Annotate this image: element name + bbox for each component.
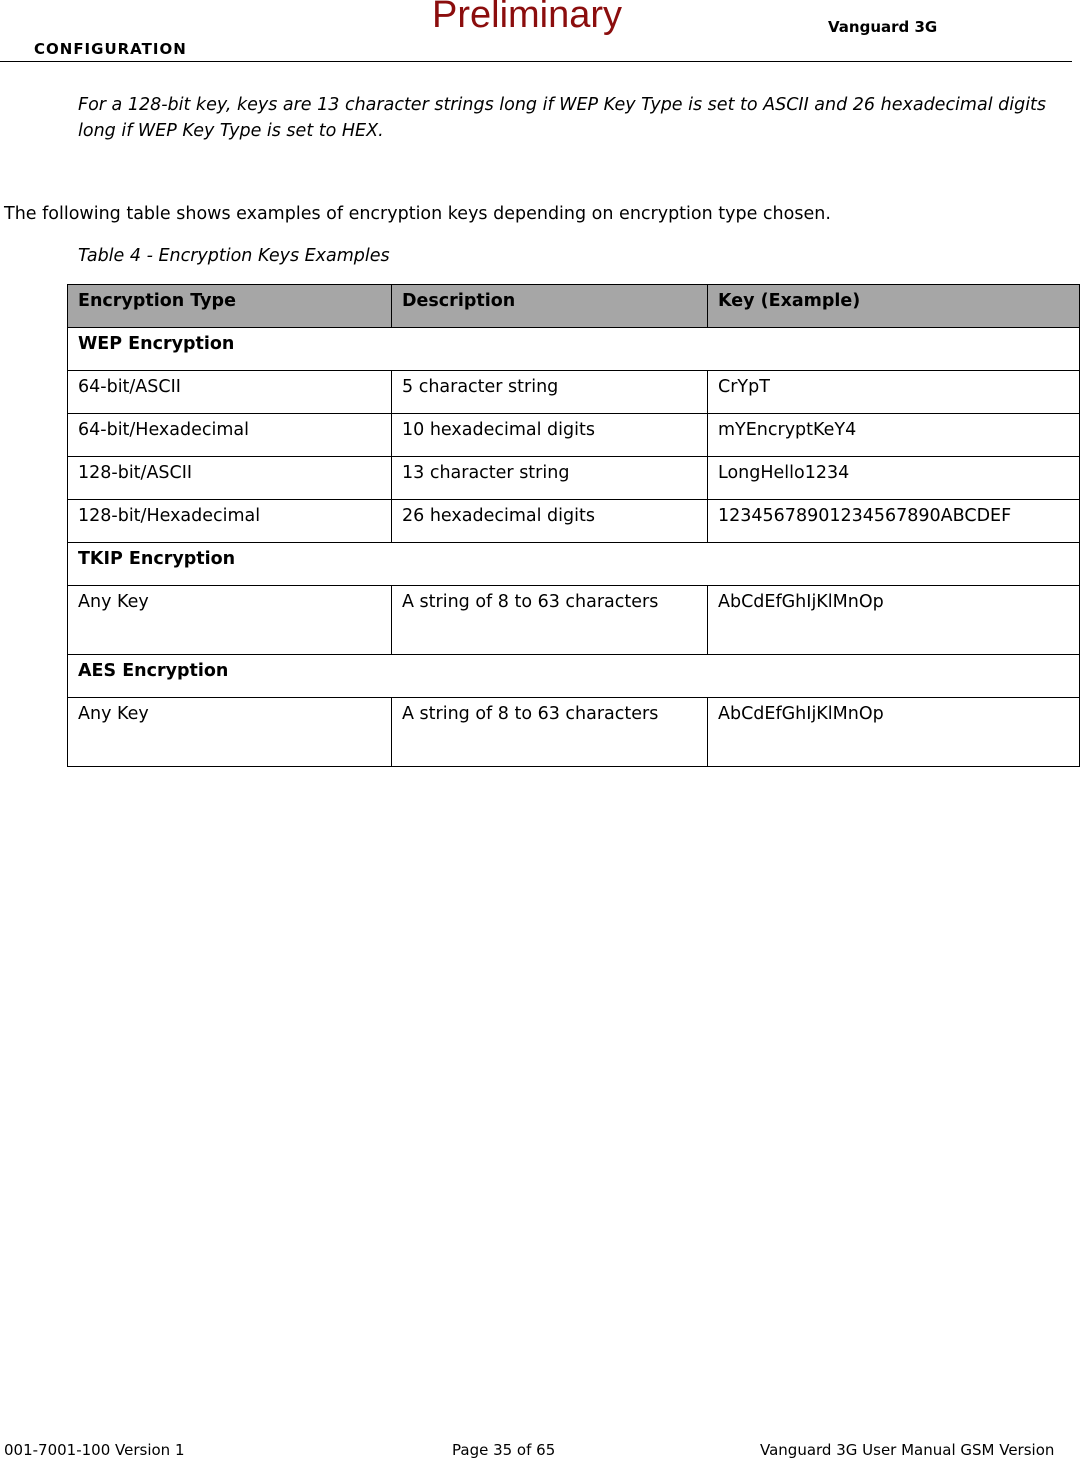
description-cell: 26 hexadecimal digits xyxy=(392,500,708,543)
key-example-cell: CrYpT xyxy=(708,371,1080,414)
section-row-aes xyxy=(68,655,1080,698)
key-example-cell: LongHello1234 xyxy=(708,457,1080,500)
header-product-name: Vanguard 3G xyxy=(828,18,938,36)
description-cell: 10 hexadecimal digits xyxy=(392,414,708,457)
table-row xyxy=(68,414,1080,457)
column-header-description: Description xyxy=(392,285,708,328)
header-section-title: CONFIGURATION xyxy=(34,40,187,58)
section-row-wep xyxy=(68,328,1080,371)
key-example-cell: mYEncryptKeY4 xyxy=(708,414,1080,457)
encryption-type-cell: 128-bit/ASCII xyxy=(68,457,392,500)
key-example-cell: AbCdEfGhIjKlMnOp xyxy=(708,586,1080,655)
table-header-row xyxy=(68,285,1080,328)
table-caption: Table 4 - Encryption Keys Examples xyxy=(78,246,390,266)
description-cell: A string of 8 to 63 characters xyxy=(392,698,708,767)
description-cell: A string of 8 to 63 characters xyxy=(392,586,708,655)
table-row xyxy=(68,457,1080,500)
encryption-keys-table xyxy=(67,284,1080,767)
column-header-key-example: Key (Example) xyxy=(708,285,1080,328)
footer-doc-number: 001-7001-100 Version 1 xyxy=(4,1441,185,1459)
preliminary-watermark: Preliminary xyxy=(432,0,623,36)
section-row-tkip xyxy=(68,543,1080,586)
table-row xyxy=(68,500,1080,543)
footer-page-number: Page 35 of 65 xyxy=(452,1441,556,1459)
intro-paragraph: The following table shows examples of encryption keys depending on encryption type chosen. xyxy=(4,204,831,224)
header-divider xyxy=(0,61,1072,62)
table-row xyxy=(68,371,1080,414)
encryption-type-cell: 64-bit/Hexadecimal xyxy=(68,414,392,457)
section-title: WEP Encryption xyxy=(68,328,1080,371)
wep-key-length-note: For a 128-bit key, keys are 13 character strings long if WEP Key Type is set to ASCII and 26 hexadecimal digits long if WEP Key Type is set to HEX. xyxy=(78,95,1047,141)
footer-manual-title: Vanguard 3G User Manual GSM Version xyxy=(760,1441,1055,1459)
column-header-encryption-type: Encryption Type xyxy=(68,285,392,328)
table-row xyxy=(68,698,1080,767)
table-row xyxy=(68,586,1080,655)
description-cell: 13 character string xyxy=(392,457,708,500)
section-title: TKIP Encryption xyxy=(68,543,1080,586)
key-example-cell: 12345678901234567890ABCDEF xyxy=(708,500,1080,543)
key-example-cell: AbCdEfGhIjKlMnOp xyxy=(708,698,1080,767)
description-cell: 5 character string xyxy=(392,371,708,414)
encryption-type-cell: Any Key xyxy=(68,586,392,655)
encryption-type-cell: Any Key xyxy=(68,698,392,767)
encryption-type-cell: 128-bit/Hexadecimal xyxy=(68,500,392,543)
encryption-type-cell: 64-bit/ASCII xyxy=(68,371,392,414)
section-title: AES Encryption xyxy=(68,655,1080,698)
